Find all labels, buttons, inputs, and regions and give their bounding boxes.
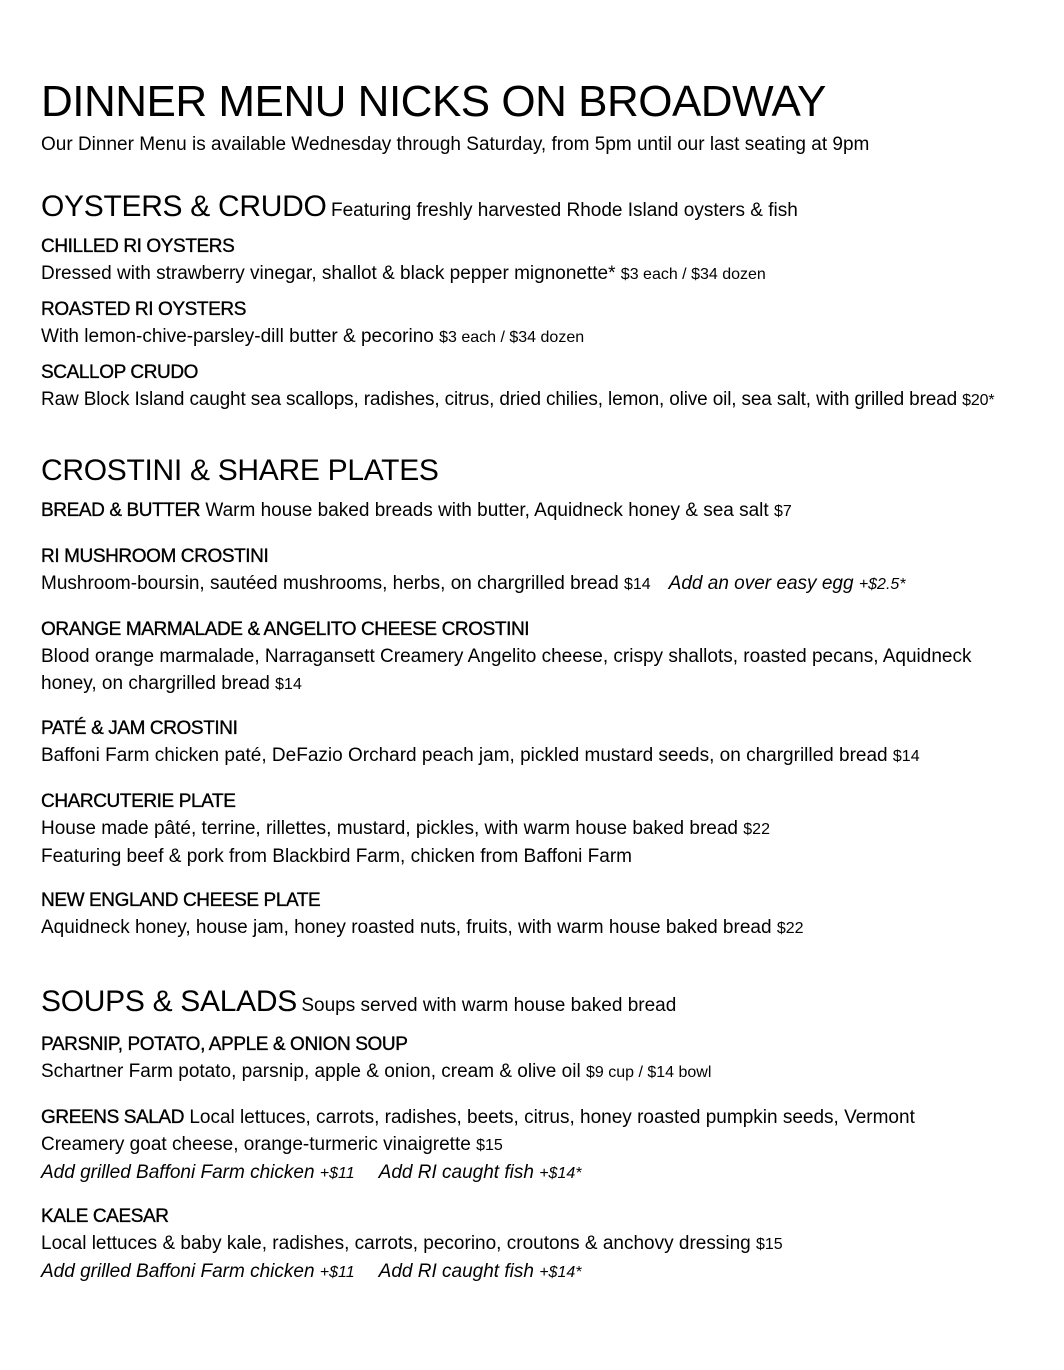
menu-item-kale-caesar [41,1203,1051,1286]
section-title: SOUPS & SALADS [41,985,297,1018]
item-name: GREENS SALAD [41,1107,185,1128]
item-name: SCALLOP CRUDO [41,362,199,383]
section-title: OYSTERS & CRUDO [41,190,327,223]
item-description: Blood orange marmalade, Narragansett Creamery Angelito cheese, crispy shallots, roasted pecans, Aquidneck honey, on chargrilled bread [41,646,972,694]
item-addon: Add grilled Baffoni Farm chicken [41,1261,315,1282]
item-description: Raw Block Island caught sea scallops, radishes, citrus, dried chilies, lemon, olive oil, sea salt, with grilled bread [41,389,958,410]
item-addon: Add an over easy egg [668,573,854,594]
menu-item-charcuterie [41,788,1051,870]
item-name: KALE CAESAR [41,1206,169,1227]
item-description-extra: Featuring beef & pork from Blackbird Farm, chicken from Baffoni Farm [41,846,632,867]
item-price: $14 [275,676,302,693]
item-description: Dressed with strawberry vinegar, shallot & black pepper mignonette* [41,263,616,284]
item-price: $15 [756,1236,783,1253]
item-description: Aquidneck honey, house jam, honey roasted nuts, fruits, with warm house baked bread [41,917,772,938]
item-price: $20* [962,392,995,409]
item-addon: Add grilled Baffoni Farm chicken [41,1162,315,1183]
item-description: House made pâté, terrine, rillettes, mustard, pickles, with warm house baked bread [41,818,738,839]
item-addon-price: +$2.5* [858,576,906,593]
menu-item-bread-butter [41,497,1051,525]
page-subtitle: Our Dinner Menu is available Wednesday through Saturday, from 5pm until our last seating at 9pm [41,134,870,155]
item-price: $15 [476,1137,503,1154]
section-note: Soups served with warm house baked bread [301,995,677,1016]
item-addon: Add RI caught fish [378,1261,534,1282]
item-addon-price: +$11 [319,1264,355,1281]
item-description: Mushroom-boursin, sautéed mushrooms, herbs, on chargrilled bread [41,573,619,594]
item-addon-price: +$11 [319,1165,355,1182]
item-price: $9 cup / $14 bowl [585,1064,712,1081]
menu-item-marmalade-crostini [41,616,1026,698]
item-name: ORANGE MARMALADE & ANGELITO CHEESE CROSTINI [41,619,530,640]
item-name: PARSNIP, POTATO, APPLE & ONION SOUP [41,1034,408,1055]
section-header-oysters [41,187,798,227]
item-name: ROASTED RI OYSTERS [41,299,247,320]
menu-item-greens-salad [41,1104,961,1187]
item-description: Baffoni Farm chicken paté, DeFazio Orchard peach jam, pickled mustard seeds, on chargrilled bread [41,745,888,766]
item-name: CHILLED RI OYSTERS [41,236,235,257]
menu-item-scallop-crudo [41,359,1061,414]
item-name: PATÉ & JAM CROSTINI [41,718,238,739]
menu-item-roasted-oysters [41,296,1051,351]
menu-item-mushroom-crostini [41,543,1051,598]
item-price: $3 each / $34 dozen [439,329,585,346]
item-description: Local lettuces, carrots, radishes, beets, citrus, honey roasted pumpkin seeds, Vermont Creamery goat cheese, orange-turmeric vinaigrette [41,1107,915,1155]
section-header-soups [41,982,676,1022]
section-title: CROSTINI & SHARE PLATES [41,454,439,487]
menu-item-chilled-oysters [41,233,1051,288]
item-name: BREAD & BUTTER [41,500,201,521]
item-addon-price: +$14* [539,1165,582,1182]
item-description: Schartner Farm potato, parsnip, apple & onion, cream & olive oil [41,1061,581,1082]
section-header-crostini [41,451,439,491]
item-description: Local lettuces & baby kale, radishes, carrots, pecorino, croutons & anchovy dressing [41,1233,751,1254]
item-name: NEW ENGLAND CHEESE PLATE [41,890,321,911]
menu-item-cheese-plate [41,887,1051,942]
item-description: Warm house baked breads with butter, Aquidneck honey & sea salt [205,500,769,521]
section-note: Featuring freshly harvested Rhode Island oysters & fish [331,200,798,221]
item-name: RI MUSHROOM CROSTINI [41,546,269,567]
item-price: $3 each / $34 dozen [620,266,766,283]
item-name: CHARCUTERIE PLATE [41,791,236,812]
item-price: $7 [773,503,792,520]
menu-item-parsnip-soup [41,1031,1051,1086]
item-description: With lemon-chive-parsley-dill butter & pecorino [41,326,434,347]
item-addon: Add RI caught fish [378,1162,534,1183]
item-price: $14 [623,576,651,593]
menu-item-pate-crostini [41,715,1051,770]
item-price: $22 [776,920,804,937]
page-title: DINNER MENU NICKS ON BROADWAY [41,77,826,126]
item-price: $14 [892,748,920,765]
item-addon-price: +$14* [539,1264,582,1281]
item-price: $22 [743,821,770,838]
